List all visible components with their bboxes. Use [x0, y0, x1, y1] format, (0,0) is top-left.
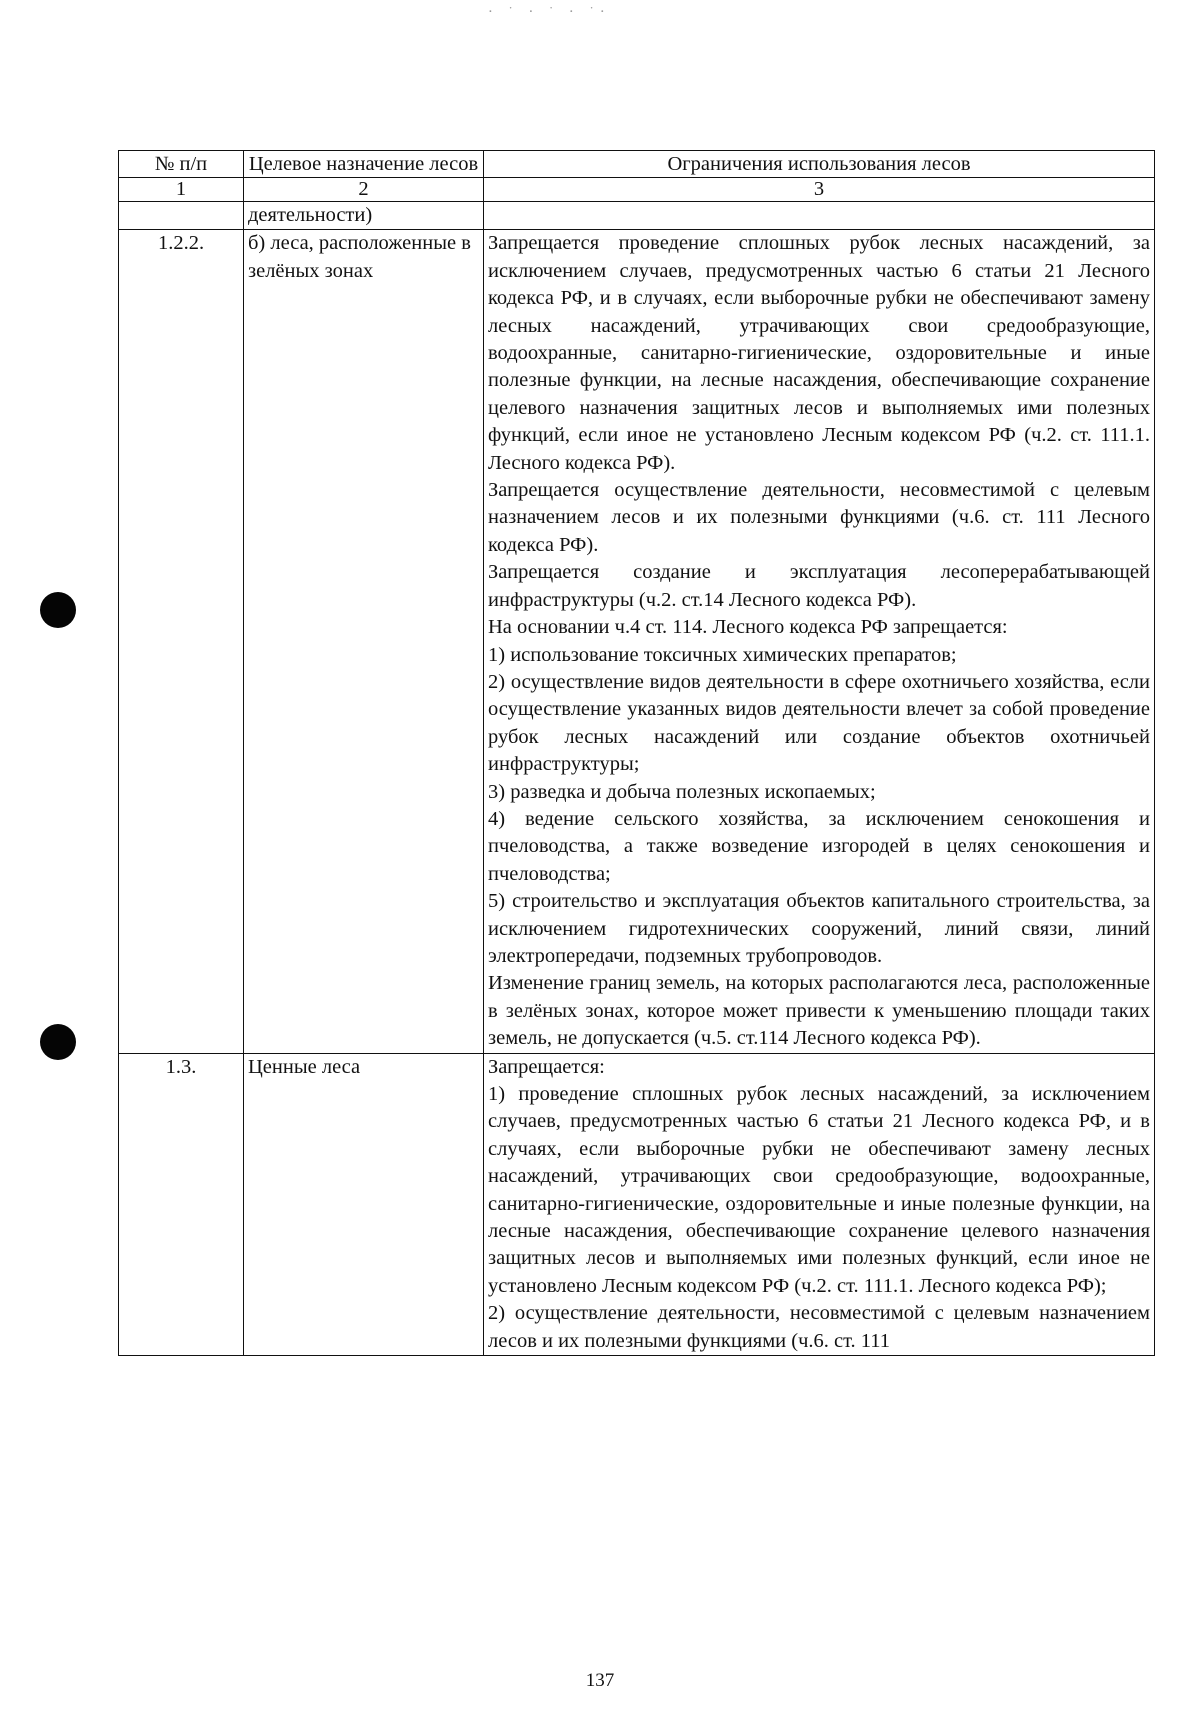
- row-restrictions: [484, 202, 1155, 230]
- restriction-paragraph: 2) осуществление видов деятельности в сфере охотничьего хозяйства, если осуществление указанных видов деятельности влечет за собой проведение рубок лесных насаждений или создание объектов охотничьей инфраструктуры;: [488, 670, 1150, 776]
- restriction-paragraph: Запрещается создание и эксплуатация лесоперерабатывающей инфраструктуры (ч.2. ст.14 Лесного кодекса РФ).: [488, 561, 1150, 611]
- header-number: № п/п: [119, 151, 244, 178]
- row-purpose: Ценные леса: [244, 1053, 484, 1355]
- header-purpose: Целевое назначение лесов: [244, 151, 484, 178]
- row-restrictions: [484, 1053, 1155, 1355]
- column-number: 1: [119, 178, 244, 202]
- row-purpose: деятельности): [244, 202, 484, 230]
- row-purpose: б) леса, расположенные в зелёных зонах: [244, 230, 484, 1053]
- restriction-paragraph: 2) осуществление деятельности, несовместимой с целевым назначением лесов и их полезными функциями (ч.6. ст. 111: [488, 1302, 1150, 1352]
- restriction-paragraph: На основании ч.4 ст. 114. Лесного кодекса РФ запрещается:: [488, 616, 1008, 639]
- restriction-paragraph: Запрещается:: [488, 1055, 605, 1078]
- restriction-paragraph: Изменение границ земель, на которых располагаются леса, расположенные в зелёных зонах, которое может привести к уменьшению площади таких земель, не допускается (ч.5. ст.114 Лесного кодекса РФ).: [488, 972, 1150, 1050]
- restrictions-table: [118, 150, 1155, 1356]
- column-number-row: [119, 178, 1155, 202]
- row-restrictions: [484, 230, 1155, 1053]
- row-number: [119, 202, 244, 230]
- table-row: [119, 1053, 1155, 1355]
- restriction-paragraph: Запрещается проведение сплошных рубок лесных насаждений, за исключением случаев, предусмотренных частью 6 статьи 21 Лесного кодекса РФ, и в случаях, если выборочные рубки не обеспечивают замену лесных насаждений, утрачивающих свои средообразующие, водоохранные, санитарно-гигиенические, оздоровительные и иные полезные функции, на лесные насаждения, обеспечивающие сохранение целевого назначения защитных лесов и выполняемых ими полезных функций, если иное не установлено Лесным кодексом РФ (ч.2. ст. 111.1. Лесного кодекса РФ).: [488, 232, 1150, 474]
- restriction-paragraph: 5) строительство и эксплуатация объектов капитального строительства, за исключением гидротехнических сооружений, линий связи, линий электропередачи, подземных трубопроводов.: [488, 890, 1150, 967]
- punch-hole: [40, 1024, 76, 1060]
- column-number: 3: [484, 178, 1155, 202]
- row-number: 1.2.2.: [119, 230, 244, 1053]
- restriction-paragraph: Запрещается осуществление деятельности, несовместимой с целевым назначением лесов и их полезными функциями (ч.6. ст. 111 Лесного кодекса РФ).: [488, 479, 1150, 556]
- restriction-paragraph: 3) разведка и добыча полезных ископаемых;: [488, 780, 876, 803]
- table-row: [119, 202, 1155, 230]
- scan-artifact: ⋅ ˙ ⋅ ˙ ⋅ ˙⋅: [488, 5, 611, 20]
- restriction-paragraph: 1) проведение сплошных рубок лесных насаждений, за исключением случаев, предусмотренных частью 6 статьи 21 Лесного кодекса РФ, и в случаях, если выборочные рубки не обеспечивают замену лесных насаждений, утрачивающих свои средообразующие, водоохранные, санитарно-гигиенические, оздоровительные и иные полезные функции, на лесные насаждения, обеспечивающие сохранение целевого назначения защитных лесов и выполняемых ими полезных функций, если иное не установлено Лесным кодексом РФ (ч.2. ст. 111.1. Лесного кодекса РФ);: [488, 1083, 1150, 1297]
- table-header-row: [119, 151, 1155, 178]
- header-restrictions: Ограничения использования лесов: [484, 151, 1155, 178]
- restriction-paragraph: 4) ведение сельского хозяйства, за исключением сенокошения и пчеловодства, а также возведение изгородей в целях сенокошения и пчеловодства;: [488, 807, 1150, 885]
- restriction-paragraph: 1) использование токсичных химических препаратов;: [488, 643, 957, 666]
- table-row: [119, 230, 1155, 1053]
- punch-hole: [40, 592, 76, 628]
- row-number: 1.3.: [119, 1053, 244, 1355]
- page-number: 137: [585, 1670, 615, 1691]
- column-number: 2: [244, 178, 484, 202]
